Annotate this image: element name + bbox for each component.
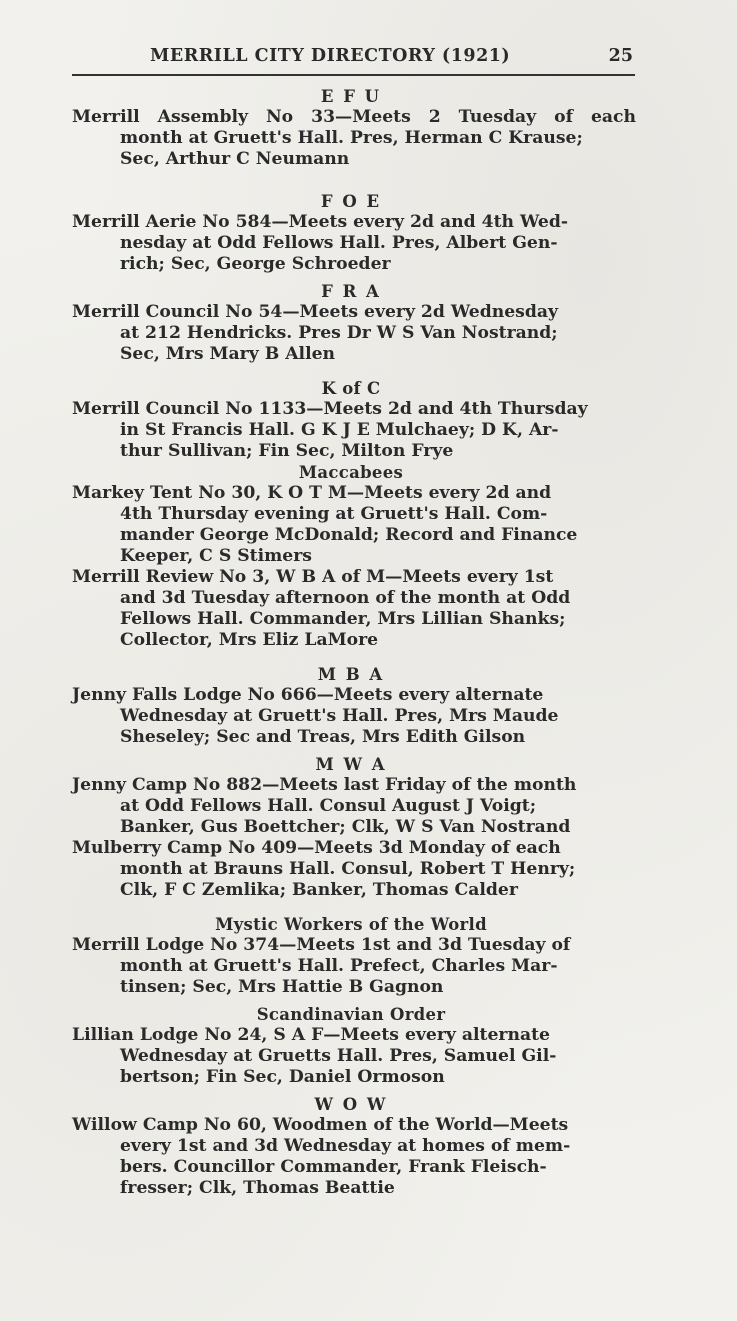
directory-entry xyxy=(66,935,636,998)
section-heading: M W A xyxy=(315,755,387,774)
section-wow xyxy=(66,1094,636,1199)
entry-line: Merrill Council No 1133—Meets 2d and 4th Thursday xyxy=(72,399,588,419)
directory-entry xyxy=(66,567,636,651)
entry-line: Wednesday at Gruetts Hall. Pres, Samuel Gil- xyxy=(120,1046,557,1066)
page-number: 25 xyxy=(608,46,633,66)
entry-line: rich; Sec, George Schroeder xyxy=(120,254,391,274)
entry-line: mander George McDonald; Record and Finance xyxy=(120,525,578,545)
entry-line: Banker, Gus Boettcher; Clk, W S Van Nostrand xyxy=(120,817,571,837)
entry-line: Sec, Arthur C Neumann xyxy=(120,149,350,169)
entry-line: Sec, Mrs Mary B Allen xyxy=(120,344,336,364)
directory-entry xyxy=(66,685,636,748)
section-mba xyxy=(66,664,636,748)
section-heading: W O W xyxy=(314,1095,388,1114)
section-foe xyxy=(66,191,636,275)
section-heading: Mystic Workers of the World xyxy=(215,915,487,934)
section-heading: K of C xyxy=(321,379,381,398)
entry-line: Merrill Aerie No 584—Meets every 2d and 4th Wed- xyxy=(72,212,568,232)
entry-line: Jenny Camp No 882—Meets last Friday of the month xyxy=(72,775,577,795)
entry-line: Willow Camp No 60, Woodmen of the World—Meets xyxy=(72,1115,569,1135)
entry-line: thur Sullivan; Fin Sec, Milton Frye xyxy=(120,441,454,461)
entry-line: at 212 Hendricks. Pres Dr W S Van Nostrand; xyxy=(120,323,558,343)
entry-line: month at Gruett's Hall. Pres, Herman C Krause; xyxy=(120,128,583,148)
entry-line: Keeper, C S Stimers xyxy=(120,546,312,566)
entry-line: every 1st and 3d Wednesday at homes of mem- xyxy=(120,1136,571,1156)
directory-entry xyxy=(66,212,636,275)
entry-line: Clk, F C Zemlika; Banker, Thomas Calder xyxy=(120,880,518,900)
directory-entry xyxy=(66,107,636,170)
section-heading: Scandinavian Order xyxy=(256,1005,446,1024)
section-scandinavian-order xyxy=(66,1004,636,1088)
directory-entry xyxy=(66,483,636,567)
entry-line: at Odd Fellows Hall. Consul August J Voigt; xyxy=(120,796,537,816)
directory-entry xyxy=(66,399,636,462)
entry-line: tinsen; Sec, Mrs Hattie B Gagnon xyxy=(120,977,444,997)
entry-line: in St Francis Hall. G K J E Mulchaey; D K, Ar- xyxy=(120,420,559,440)
directory-entry xyxy=(66,775,636,838)
directory-entry xyxy=(66,302,636,365)
entry-line: Merrill Assembly No 33—Meets 2 Tuesday of each xyxy=(72,107,636,127)
entry-line: Jenny Falls Lodge No 666—Meets every alternate xyxy=(72,685,544,705)
entry-line: month at Gruett's Hall. Prefect, Charles Mar- xyxy=(120,956,558,976)
directory-entry xyxy=(66,1025,636,1088)
section-heading: F R A xyxy=(321,282,381,301)
section-mwa xyxy=(66,754,636,901)
entry-line: bers. Councillor Commander, Frank Fleisch- xyxy=(120,1157,547,1177)
entry-line: bertson; Fin Sec, Daniel Ormoson xyxy=(120,1067,445,1087)
page-title: MERRILL CITY DIRECTORY (1921) xyxy=(150,46,511,66)
entry-line: nesday at Odd Fellows Hall. Pres, Albert Gen- xyxy=(120,233,558,253)
section-heading: M B A xyxy=(317,665,385,684)
section-heading: E F U xyxy=(320,87,382,106)
entry-line: Mulberry Camp No 409—Meets 3d Monday of each xyxy=(72,838,561,858)
entry-line: Sheseley; Sec and Treas, Mrs Edith Gilson xyxy=(120,727,526,747)
entry-line: Collector, Mrs Eliz LaMore xyxy=(120,630,379,650)
entry-line: Lillian Lodge No 24, S A F—Meets every alternate xyxy=(72,1025,550,1045)
entry-line: Markey Tent No 30, K O T M—Meets every 2d and xyxy=(72,483,552,503)
entry-line: fresser; Clk, Thomas Beattie xyxy=(120,1178,395,1198)
entry-line: Merrill Review No 3, W B A of M—Meets every 1st xyxy=(72,567,554,587)
directory-listing xyxy=(66,86,636,1199)
entry-line: 4th Thursday evening at Gruett's Hall. Com- xyxy=(120,504,548,524)
section-k-of-c xyxy=(66,378,636,462)
section-efu xyxy=(66,86,636,170)
section-heading: Maccabees xyxy=(298,463,404,482)
section-fra xyxy=(66,281,636,365)
entry-line: Wednesday at Gruett's Hall. Pres, Mrs Maude xyxy=(120,706,559,726)
section-mystic-workers xyxy=(66,914,636,998)
entry-line: and 3d Tuesday afternoon of the month at Odd xyxy=(120,588,571,608)
directory-entry xyxy=(66,1115,636,1199)
section-maccabees xyxy=(66,462,636,651)
entry-line: month at Brauns Hall. Consul, Robert T Henry; xyxy=(120,859,576,879)
page-header xyxy=(72,44,635,76)
entry-line: Merrill Council No 54—Meets every 2d Wednesday xyxy=(72,302,558,322)
directory-entry xyxy=(66,838,636,901)
entry-line: Merrill Lodge No 374—Meets 1st and 3d Tuesday of xyxy=(72,935,571,955)
section-heading: F O E xyxy=(320,192,382,211)
entry-line: Fellows Hall. Commander, Mrs Lillian Shanks; xyxy=(120,609,566,629)
